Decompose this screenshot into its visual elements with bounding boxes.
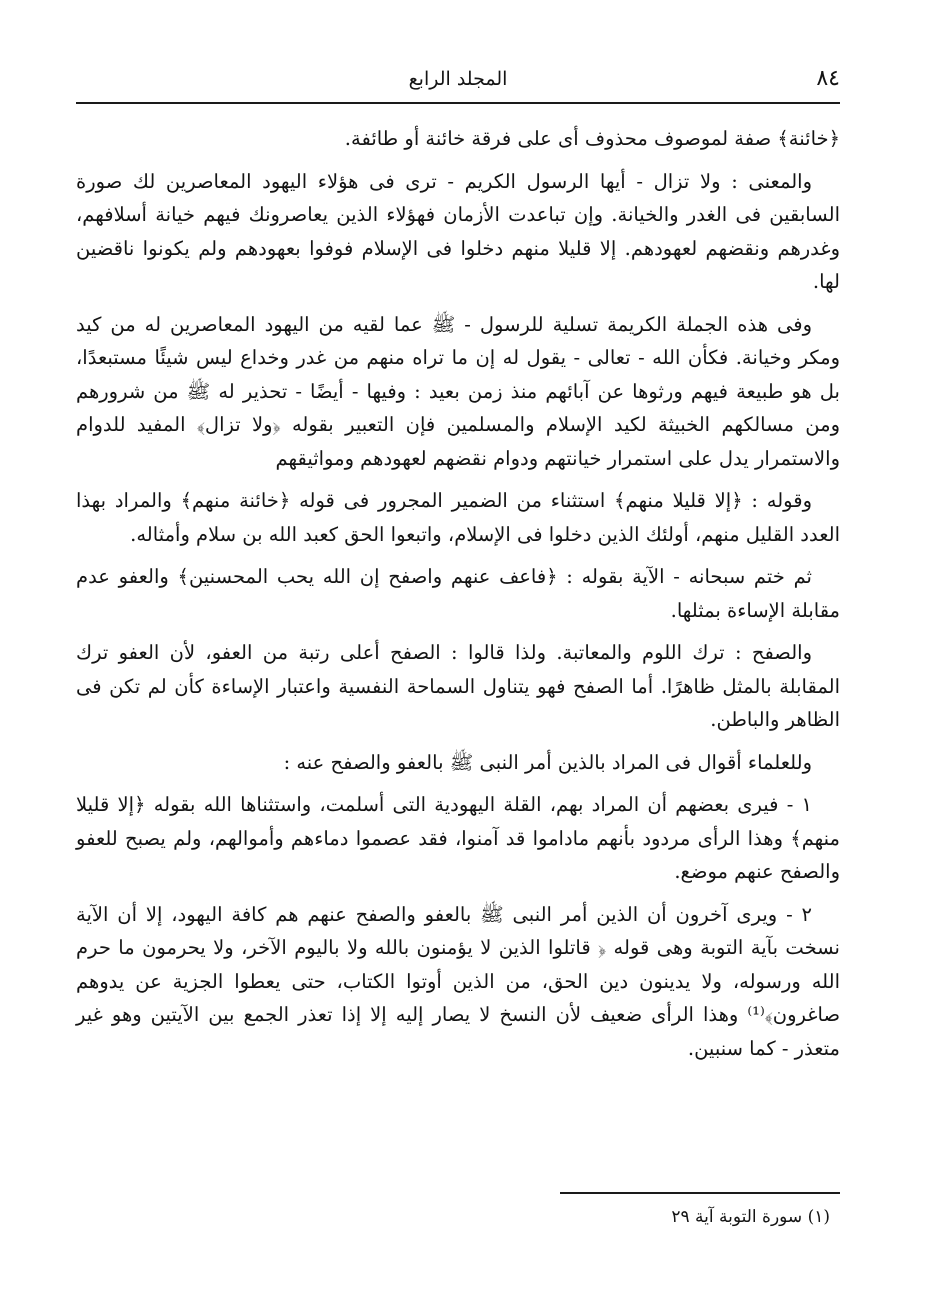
paragraph-forgiveness: ثم ختم سبحانه - الآية بقوله : ﴿فاعف عنهم واصفح إن الله يحب المحسنين﴾ والعفو عدم مقابلة الإساءة بمثلها. (76, 565, 840, 622)
running-title: المجلد الرابع (408, 68, 508, 90)
header-rule (76, 102, 840, 104)
paragraph-pardon: والصفح : ترك اللوم والمعاتبة. ولذا قالوا : الصفح أعلى رتبة من العفو، لأن العفو ترك المقابلة بالمثل ظاهرًا. أما الصفح فهو يتناول السماحة النفسية واعتبار الإساءة كأن لم تكن فى الظاهر والباطن. (76, 641, 840, 731)
paragraph-opinion-2: ٢ - ويرى آخرون أن الذين أمر النبى ﷺ بالعفو والصفح عنهم هم كافة اليهود، إلا أن الآية نسخت بآية التوبة وهى قوله ﴿ قاتلوا الذين لا يؤمنون بالله ولا باليوم الآخر، ولا يحرمون ما حرم الله ورسوله، ولا يدينون دين الحق، من الذين أوتوا الكتاب، حتى يعطوا الجزية عن يدوهم صاغرون﴾⁽¹⁾ وهذا الرأى ضعيف لأن النسخ لا يصار إليه إلا إذا تعذر الجمع بين الآيتين وهو غير متعذر - كما سنبين. (76, 902, 840, 1060)
book-page (76, 60, 840, 1290)
page-number: ٨٤ (816, 66, 840, 91)
paragraph-consolation: وفى هذه الجملة الكريمة تسلية للرسول - ﷺ عما لقيه من اليهود المعاصرين له من كيد ومكر وخيانة. فكأن الله - تعالى - يقول له إن ما تراه منهم من غدر وخداع ليس شيئًا مستبعدًا، بل هو طبيعة فيهم ورثوها عن آبائهم منذ زمن بعيد : وفيها - أيضًا - تحذير له ﷺ من شرورهم ومن مسالكهم الخبيثة لكيد الإسلام والمسلمين فإن التعبير بقوله ﴿ولا تزال﴾ المفيد للدوام والاستمرار يدل على استمرار خيانتهم ودوام نقضهم لعهودهم ومواثيقهم (76, 312, 840, 470)
paragraph-opinion-1: ١ - فيرى بعضهم أن المراد بهم، القلة اليهودية التى أسلمت، واستثناها الله بقوله ﴿إلا قليلا منهم﴾ وهذا الرأى مردود بأنهم ماداموا قد آمنوا، فقد عصموا دماءهم وأموالهم، ولم يصبح للعفو والصفح عنهم موضع. (76, 793, 840, 883)
paragraph-exception: وقوله : ﴿إلا قليلا منهم﴾ استثناء من الضمير المجرور فى قوله ﴿خائنة منهم﴾ والمراد بهذا العدد القليل منهم، أولئك الذين دخلوا فى الإسلام، واتبعوا الحق كعبد الله بن سلام وأمثاله. (76, 489, 840, 546)
page-body (76, 122, 840, 1074)
paragraph-khaina: ﴿خائنة﴾ صفة لموصوف محذوف أى على فرقة خائنة أو طائفة. (344, 127, 840, 150)
page-header (76, 60, 840, 98)
footnote: (١) سورة التوبة آية ٢٩ (671, 1207, 830, 1227)
footnote-rule (560, 1192, 840, 1194)
paragraph-meaning: والمعنى : ولا تزال - أيها الرسول الكريم - ترى فى هؤلاء اليهود المعاصرين لك صورة السابقين فى الغدر والخيانة. وإن تباعدت الأزمان فهؤلاء الذين يعاصرونك فيهم خيانة أسلافهم، وغدرهم ونقضهم لعهودهم. إلا قليلا منهم دخلوا فى الإسلام فوفوا بعهودهم ولم يكونوا ناقضين لها. (76, 169, 840, 293)
paragraph-scholars: وللعلماء أقوال فى المراد بالذين أمر النبى ﷺ بالعفو والصفح عنه : (283, 750, 812, 774)
